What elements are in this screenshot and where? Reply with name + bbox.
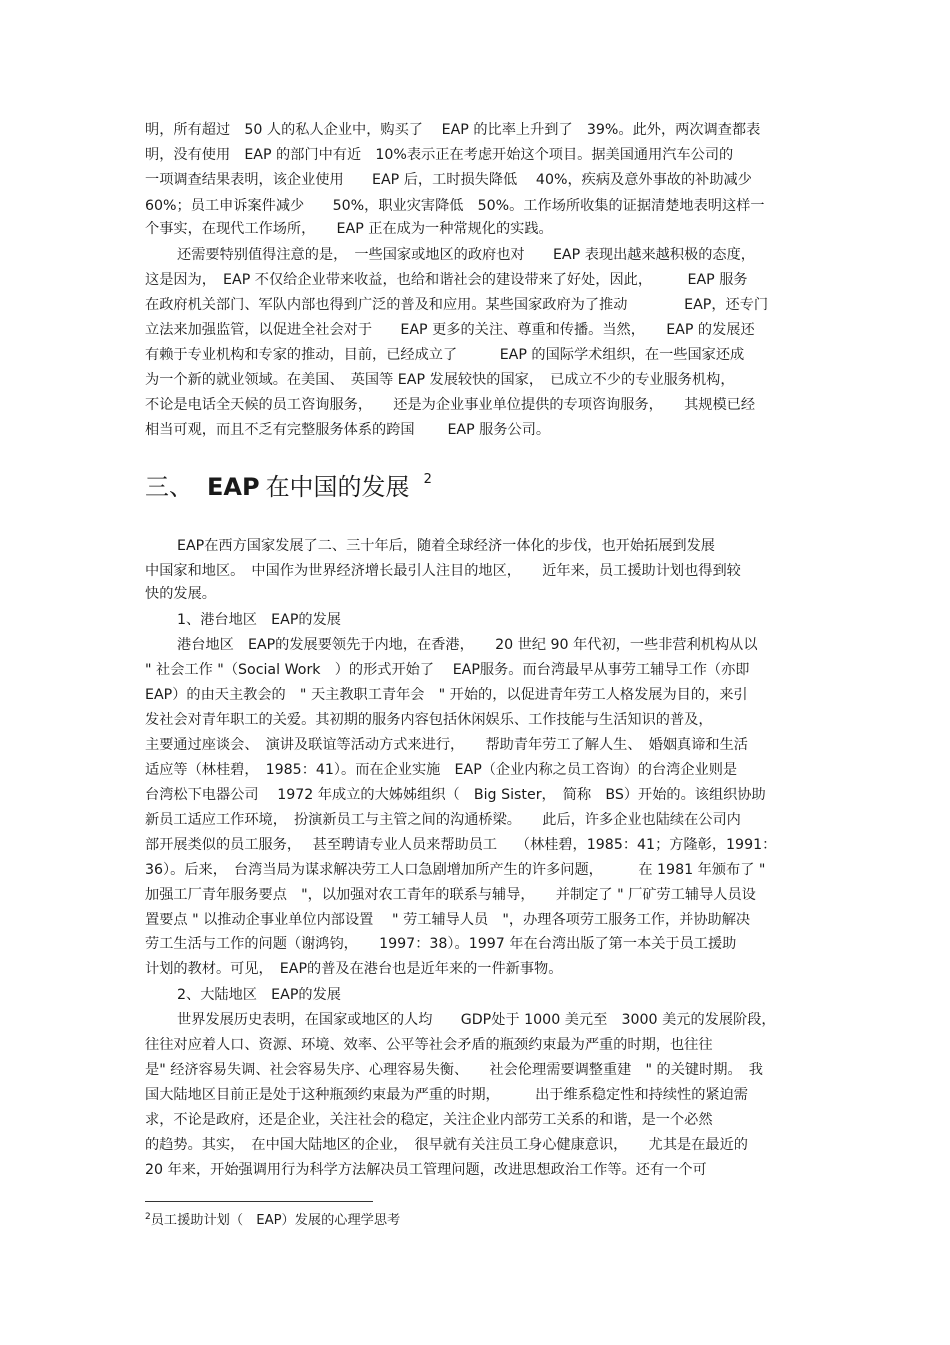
footnote-reference[interactable]: 2 [423,472,432,487]
text-line: 往往对应着人口、资源、环境、效率、公平等社会矛盾的瓶颈约束最为严重的时期，也往往 [145,1037,713,1053]
text-line: 新员工适应工作环境， 扮演新员工与主管之间的沟通桥梁。 此后，许多企业也陆续在公司内 [145,812,741,828]
text-line: 有赖于专业机构和专家的推动，目前，已经成立了 EAP 的国际学术组织，在一些国家还成 [145,347,745,363]
footnote [145,1212,400,1231]
subheading-hk-taiwan: 1、港台地区 EAP的发展 [177,612,341,628]
text-line: 明，没有使用 EAP 的部门中有近 10%表示正在考虑开始这个项目。据美国通用汽车公司的 [145,147,734,163]
text-line: 明，所有超过 50 人的私人企业中，购买了 EAP 的比率上升到了 39%。此外，两次调查都表 [145,122,761,138]
section-title-zh: 在中国的发展 [265,473,410,501]
text-line: 世界发展历史表明，在国家或地区的人均 GDP处于 1000 美元至 3000 美元的发展阶段， [177,1012,776,1028]
text-line: 一项调查结果表明，该企业使用 EAP 后，工时损失降低 40%，疾病及意外事故的补助减少 [145,172,752,188]
footnote-mark: 2 [145,1212,151,1222]
text-line: 为一个新的就业领域。在美国、 英国等 EAP 发展较快的国家， 已成立不少的专业服务机构， [145,372,735,388]
text-line: 部开展类似的员工服务， 甚至聘请专业人员来帮助员工 （林桂碧，1985：41；方隆彰，1991： [145,837,777,853]
text-line: 置要点 " 以推动企事业单位内部设置 " 劳工辅导人员 "，办理各项劳工服务工作，并协助解决 [145,912,751,928]
text-line: 发社会对青年职工的关爱。其初期的服务内容包括休闲娱乐、工作技能与生活知识的普及， [145,712,713,728]
text-line: 不论是电话全天候的员工咨询服务， 还是为企业事业单位提供的专项咨询服务， 其规模已经 [145,397,756,413]
text-line: 还需要特别值得注意的是， 一些国家或地区的政府也对 EAP 表现出越来越积极的态度， [177,247,755,263]
text-line: 台湾松下电器公司 1972 年成立的大姊姊组织（ Big Sister， 简称 BS）开始的。该组织协助 [145,787,766,803]
text-line: 劳工生活与工作的问题（谢鸿钧， 1997：38）。1997 年在台湾出版了第一本关于员工援助 [145,936,737,952]
text-line: 港台地区 EAP的发展要领先于内地，在香港， 20 世纪 90 年代初，一些非营利机构从以 [177,637,758,653]
text-line: 国大陆地区目前正是处于这种瓶颈约束最为严重的时期， 出于维系稳定性和持续性的紧迫需 [145,1087,748,1103]
text-line: 是" 经济容易失调、社会容易失序、心理容易失衡、 社会伦理需要调整重建 " 的关键时期。 我 [145,1062,763,1078]
section-number: 三、 [145,473,193,501]
subheading-mainland: 2、大陆地区 EAP的发展 [177,987,341,1003]
text-line: 快的发展。 [145,586,216,602]
section-heading [145,470,432,509]
text-line: 加强工厂青年服务要点 "，以加强对农工青年的联系与辅导， 并制定了 " 厂矿劳工辅导人员设 [145,887,756,903]
text-line: 个事实，在现代工作场所， EAP 正在成为一种常规化的实践。 [145,221,553,237]
text-line: 这是因为， EAP 不仅给企业带来收益，也给和谐社会的建设带来了好处，因此， EAP 服务 [145,272,748,288]
text-line: EAP在西方国家发展了二、三十年后，随着全球经济一体化的步伐，也开始拓展到发展 [177,538,715,554]
text-line: 20 年来，开始强调用行为科学方法解决员工管理问题，改进思想政治工作等。还有一个可 [145,1162,707,1178]
text-line: 的趋势。其实， 在中国大陆地区的企业， 很早就有关注员工身心健康意识， 尤其是在最近的 [145,1137,748,1153]
text-line: 求，不论是政府，还是企业，关注社会的稳定，关注企业内部劳工关系的和谐，是一个必然 [145,1112,713,1128]
text-line: 立法来加强监管，以促进全社会对于 EAP 更多的关注、尊重和传播。当然， EAP 的发展还 [145,322,755,338]
text-line: 主要通过座谈会、 演讲及联谊等活动方式来进行， 帮助青年劳工了解人生、 婚姻真谛和生活 [145,737,748,753]
text-line: 适应等（林桂碧， 1985：41）。而在企业实施 EAP（企业内称之员工咨询）的台湾企业则是 [145,762,738,778]
text-line: 在政府机关部门、军队内部也得到广泛的普及和应用。某些国家政府为了推动 EAP，还专门 [145,297,769,313]
text-line: 计划的教材。可见， EAP的普及在港台也是近年来的一件新事物。 [145,961,563,977]
text-line: 中国家和地区。 中国作为世界经济增长最引人注目的地区， 近年来，员工援助计划也得到较 [145,563,741,579]
text-line: 36）。后来， 台湾当局为谋求解决劳工人口急剧增加所产生的许多问题， 在 1981 年颁布了 " [145,862,766,878]
footnote-text: 员工援助计划（ EAP）发展的心理学思考 [150,1213,401,1228]
text-line: 相当可观，而且不乏有完整服务体系的跨国 EAP 服务公司。 [145,422,551,438]
text-line: EAP）的由天主教会的 " 天主教职工青年会 " 开始的，以促进青年劳工人格发展为目的，来引 [145,687,748,703]
footnote-divider [145,1201,373,1202]
text-line: 60%；员工申诉案件减少 50%，职业灾害降低 50%。工作场所收集的证据清楚地表明这样一 [145,198,765,214]
section-title-en: EAP [207,473,260,501]
text-line: " 社会工作 "（Social Work ）的形式开始了 EAP服务。而台湾最早从事劳工辅导工作（亦即 [145,662,750,678]
